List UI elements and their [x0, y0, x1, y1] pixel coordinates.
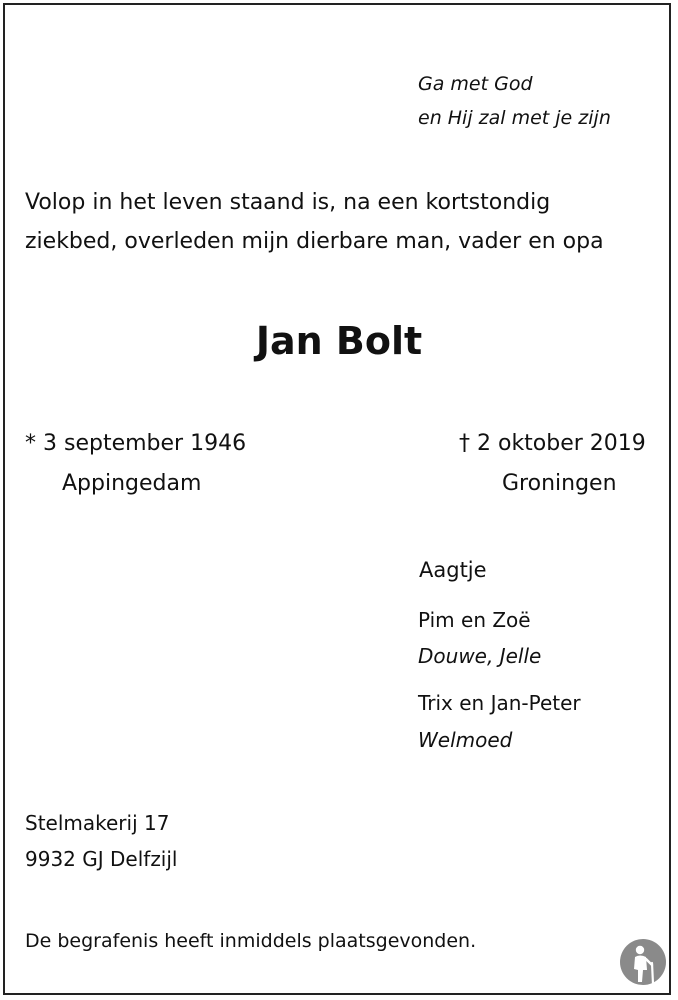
death-place: Groningen — [502, 471, 617, 496]
birth-date: * 3 september 1946 — [25, 431, 247, 456]
deceased-name: Jan Bolt — [255, 319, 423, 363]
death-date: † 2 oktober 2019 — [459, 431, 646, 456]
motto-line-1: Ga met God — [418, 73, 533, 95]
child-pair-1: Pim en Zoë — [418, 608, 531, 632]
address-street: Stelmakerij 17 — [25, 811, 170, 835]
funeral-notice: De begrafenis heeft inmiddels plaatsgevonden. — [25, 930, 477, 952]
grandchildren-1: Douwe, Jelle — [418, 644, 542, 668]
child-pair-2: Trix en Jan-Peter — [418, 691, 581, 715]
intro-line-1: Volop in het leven staand is, na een kortstondig — [25, 190, 551, 215]
spouse-name: Aagtje — [419, 558, 487, 582]
intro-line-2: ziekbed, overleden mijn dierbare man, vader en opa — [25, 229, 604, 254]
birth-place: Appingedam — [62, 471, 202, 496]
grandchildren-2: Welmoed — [418, 728, 513, 752]
motto-line-2: en Hij zal met je zijn — [418, 107, 611, 129]
address-city: 9932 GJ Delfzijl — [25, 847, 178, 871]
figure-walking-with-cane-icon — [619, 938, 667, 986]
